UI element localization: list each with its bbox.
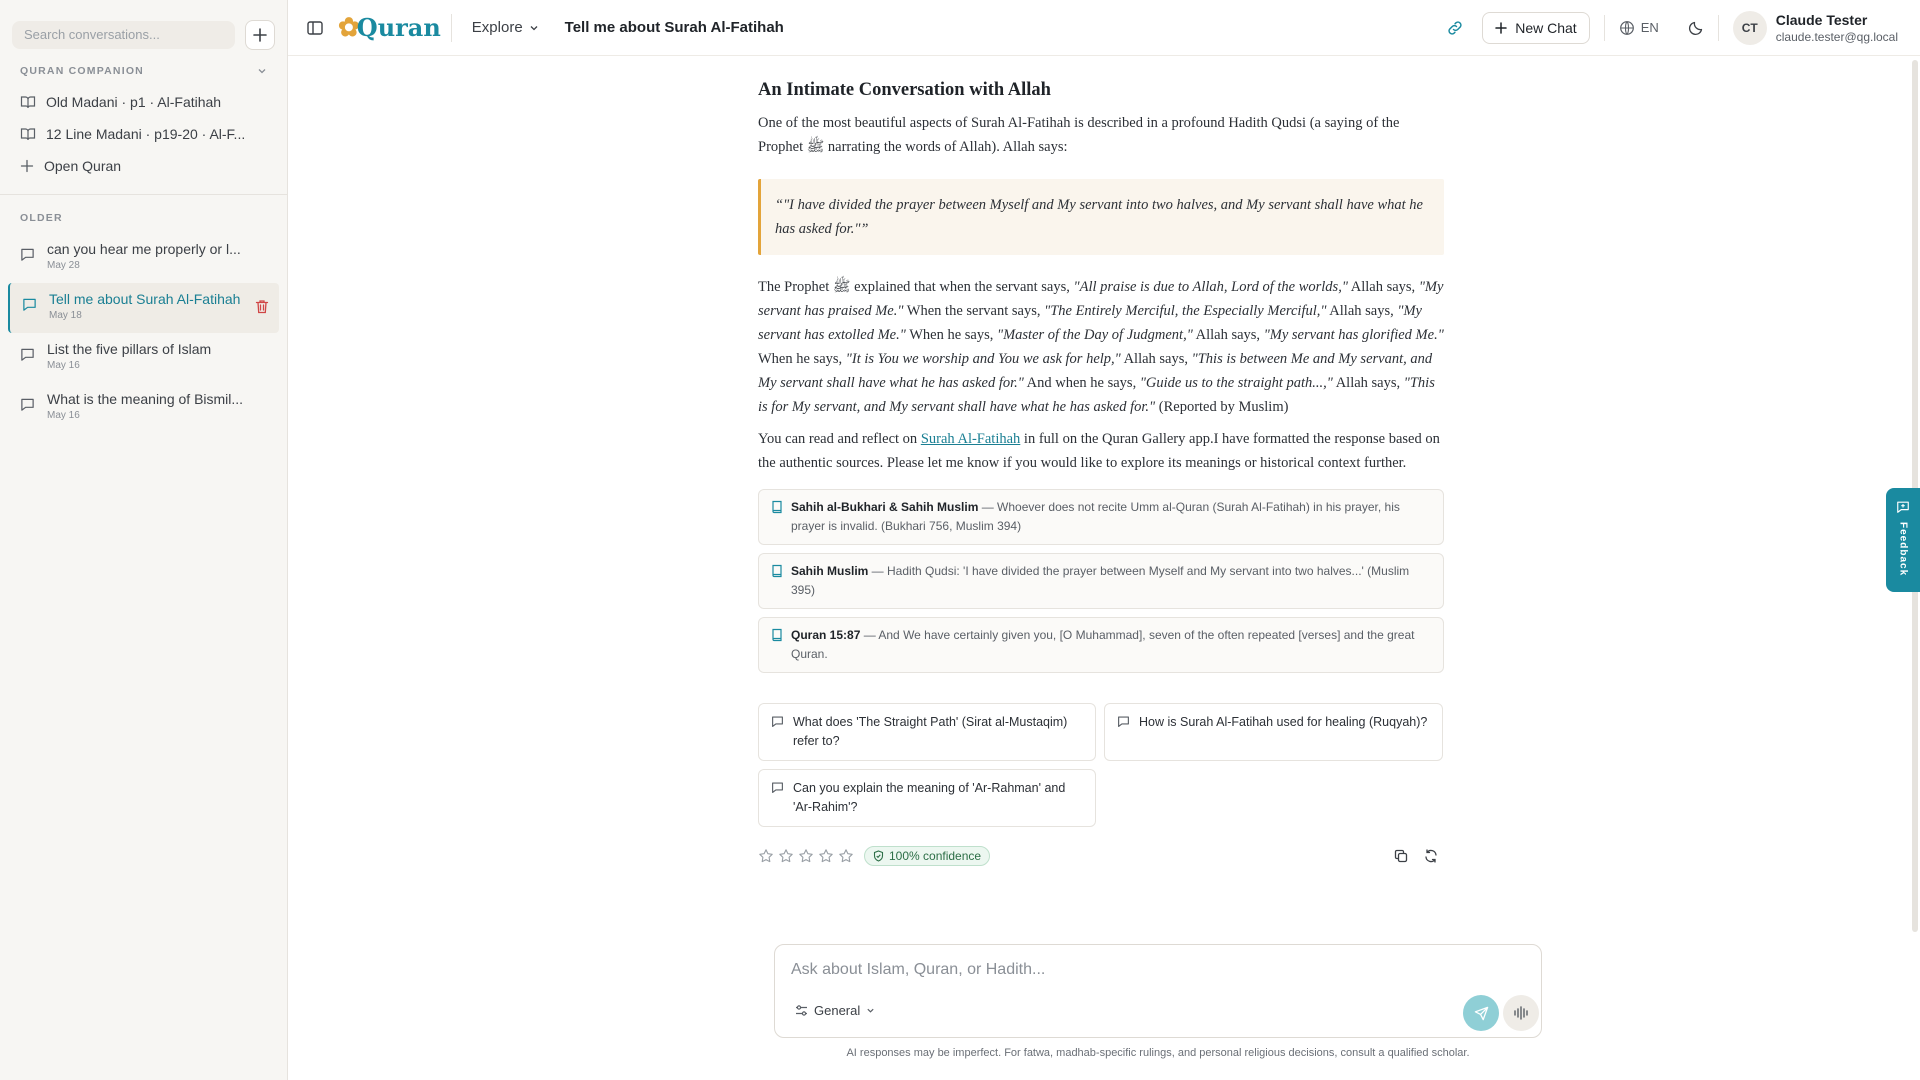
older-section-header [0,203,287,233]
logo-mark-icon: ✿ [338,12,360,43]
plus-icon [1495,22,1507,34]
source-text: — And We have certainly given you, [O Muhammad], seven of the often repeated [verses] and the great Quran. [791,628,1415,661]
source-name: Quran 15:87 [791,628,861,642]
suggested-question[interactable] [1104,703,1443,761]
star-icon[interactable] [758,848,774,864]
quoted-phrase: "This is between Me and My servant, and My servant shall have what he has asked for." [758,351,1433,391]
chat-composer [774,944,1542,1038]
suggested-question[interactable] [758,703,1096,761]
divider [0,194,287,195]
message-paragraph: One of the most beautiful aspects of Surah Al-Fatihah is described in a profound Hadith Qudsi (a saying of the Prophet ﷺ narrating the words of Allah). Allah says: [758,115,1400,155]
message-icon [1117,715,1130,728]
quoted-phrase: "My servant has glorified Me." [1263,327,1444,343]
message-actions [758,843,1444,869]
section-title: QURAN COMPANION [20,65,144,77]
sidebar-toggle-icon[interactable] [306,19,324,37]
conversation-title: Tell me about Surah Al-Fatihah [49,291,241,307]
message-action-buttons [1388,843,1444,869]
confidence-text: 100% confidence [889,849,982,863]
plus-icon [20,159,34,173]
chevron-down-icon [529,23,539,33]
suggestion-text: What does 'The Straight Path' (Sirat al-Mustaqim) refer to? [793,715,1068,748]
suggested-questions [758,703,1444,827]
top-bar [288,0,1920,56]
suggestion-text: How is Surah Al-Fatihah used for healing (Ruqyah)? [1139,715,1428,729]
mode-label: General [814,1003,861,1018]
book-icon [771,564,783,578]
text: You can read and reflect on [758,431,921,447]
hadith-quote: “"I have divided the prayer between Myself and My servant into two halves, and My servant shall have what he has asked for."” [758,179,1444,255]
conversation-date: May 16 [47,410,80,421]
chat-title: Tell me about Surah Al-Fatihah [564,19,784,36]
open-quran-button[interactable] [0,150,287,182]
star-icon[interactable] [818,848,834,864]
source-card[interactable] [758,553,1444,609]
companion-item-12-line-madani[interactable] [0,118,287,150]
logo-text: Quran [356,13,441,42]
conversation-item-active[interactable] [8,283,279,333]
star-icon[interactable] [838,848,854,864]
sources-list [758,489,1444,673]
source-text: — Whoever does not recite Umm al-Quran (Surah Al-Fatihah) in his prayer, his prayer is invalid. (Bukhari 756, Muslim 394) [791,500,1400,533]
book-icon [771,628,783,642]
message-heading: An Intimate Conversation with Allah [758,80,1051,100]
plus-icon [253,28,267,42]
new-conversation-button[interactable] [245,20,275,50]
user-name: Claude Tester [1775,11,1868,28]
message-icon [22,297,37,312]
refresh-icon [1424,849,1438,863]
message-icon [20,347,35,362]
quoted-phrase: "Master of the Day of Judgment," [996,327,1193,343]
copy-button[interactable] [1388,843,1414,869]
language-label: EN [1640,20,1659,35]
search-conversations-input[interactable]: Search conversations... [12,21,235,49]
quoted-phrase: "My servant has praised Me." [758,279,1444,319]
message-paragraph [758,427,1444,475]
quran-companion-section-header[interactable] [0,56,287,86]
star-icon[interactable] [798,848,814,864]
book-icon [771,500,783,514]
text: in full on the Quran Gallery app.I have formatted the response based on the authentic sources. Please let me know if you would like to explore its meanings or historical context further. [758,431,1440,471]
avatar[interactable]: CT [1733,11,1767,45]
feedback-tab[interactable] [1886,488,1920,592]
feedback-label: Feedback [1897,522,1909,577]
text: Allah says, [1347,279,1419,295]
trash-icon[interactable] [255,299,269,314]
voice-input-button[interactable] [1503,995,1539,1031]
globe-icon [1619,20,1635,36]
open-quran-label: Open Quran [44,158,122,174]
quoted-phrase: "My servant has extolled Me." [758,303,1422,343]
source-card[interactable] [758,617,1444,673]
text: When the servant says, [903,303,1045,319]
suggested-question[interactable] [758,769,1096,827]
message-icon [20,247,35,262]
send-icon [1474,1006,1489,1021]
audio-waveform-icon [1513,1006,1529,1020]
text: When he says, [758,351,846,367]
surah-al-fatihah-link[interactable]: Surah Al-Fatihah [920,431,1021,447]
quoted-phrase: "This is for My servant, and My servant shall have what he has asked for." [758,375,1435,415]
companion-item-label: Old Madani · p1 · Al-Fatihah [46,94,222,110]
moon-icon[interactable] [1688,20,1704,36]
text: (Reported by Muslim) [1155,399,1289,415]
companion-item-old-madani[interactable] [0,86,287,118]
confidence-badge [864,846,990,866]
text: And when he says, [1023,375,1140,391]
user-email: claude.tester@qg.local [1775,29,1898,44]
message-paragraph [758,275,1444,419]
mode-selector[interactable] [795,1003,875,1018]
text: Allah says, [1326,303,1398,319]
source-card[interactable] [758,489,1444,545]
message-plus-icon [1896,500,1910,514]
send-button[interactable] [1463,995,1499,1031]
copy-icon [1394,849,1408,863]
message-icon [771,715,784,728]
source-text: — Hadith Qudsi: 'I have divided the prayer between Myself and My servant into two halves...' (Muslim 395) [791,564,1410,597]
text: Allah says, [1332,375,1404,391]
text: Allah says, [1120,351,1192,367]
ai-disclaimer: AI responses may be imperfect. For fatwa, madhab-specific rulings, and personal religious decisions, consult a qualified scholar. [846,1047,1470,1059]
sidebar [0,0,288,1080]
suggestion-text: Can you explain the meaning of 'Ar-Rahman' and 'Ar-Rahim'? [793,781,1066,814]
star-icon[interactable] [778,848,794,864]
divider [1604,15,1605,41]
conversation-title: What is the meaning of Bismil... [47,391,244,407]
quoted-phrase: "Guide us to the straight path...," [1139,375,1333,391]
conversation-title: can you hear me properly or l... [47,241,241,257]
main-panel [288,0,1920,1080]
conversation-title: List the five pillars of Islam [47,341,212,357]
quoted-phrase: "All praise is due to Allah, Lord of the worlds," [1073,279,1348,295]
message-icon [20,397,35,412]
new-chat-label: New Chat [1515,19,1577,36]
quran-gallery-logo[interactable] [338,14,452,42]
explore-menu[interactable] [472,19,539,36]
message-icon [771,781,784,794]
link-icon[interactable] [1446,19,1464,37]
divider [1718,15,1719,41]
text: Allah says, [1192,327,1264,343]
book-open-icon [20,126,36,142]
chevron-down-icon [257,66,267,76]
book-open-icon [20,94,36,110]
new-chat-button[interactable] [1482,12,1589,44]
source-name: Sahih al-Bukhari & Sahih Muslim [791,500,979,514]
text: When he says, [905,327,997,343]
conversation-date: May 28 [47,260,80,271]
conversation-item[interactable] [0,233,287,283]
sliders-icon [795,1004,808,1017]
chevron-down-icon [866,1006,875,1015]
message-input[interactable]: Ask about Islam, Quran, or Hadith... [791,961,1046,978]
conversation-item[interactable] [0,383,287,433]
regenerate-button[interactable] [1418,843,1444,869]
conversation-date: May 18 [49,310,82,321]
assistant-message [758,80,1444,869]
source-name: Sahih Muslim [791,564,869,578]
explore-label: Explore [471,19,523,36]
text: The Prophet ﷺ explained that when the servant says, [758,279,1074,295]
conversation-date: May 16 [47,360,80,371]
user-info[interactable] [1776,12,1898,44]
quoted-phrase: "The Entirely Merciful, the Especially Merciful," [1044,303,1327,319]
companion-item-label: 12 Line Madani · p19-20 · Al-F... [46,126,246,142]
section-title: OLDER [20,212,63,224]
quoted-phrase: "It is You we worship and You we ask for help," [845,351,1121,367]
shield-check-icon [873,850,884,862]
conversation-item[interactable] [0,333,287,383]
language-selector[interactable] [1619,20,1659,36]
